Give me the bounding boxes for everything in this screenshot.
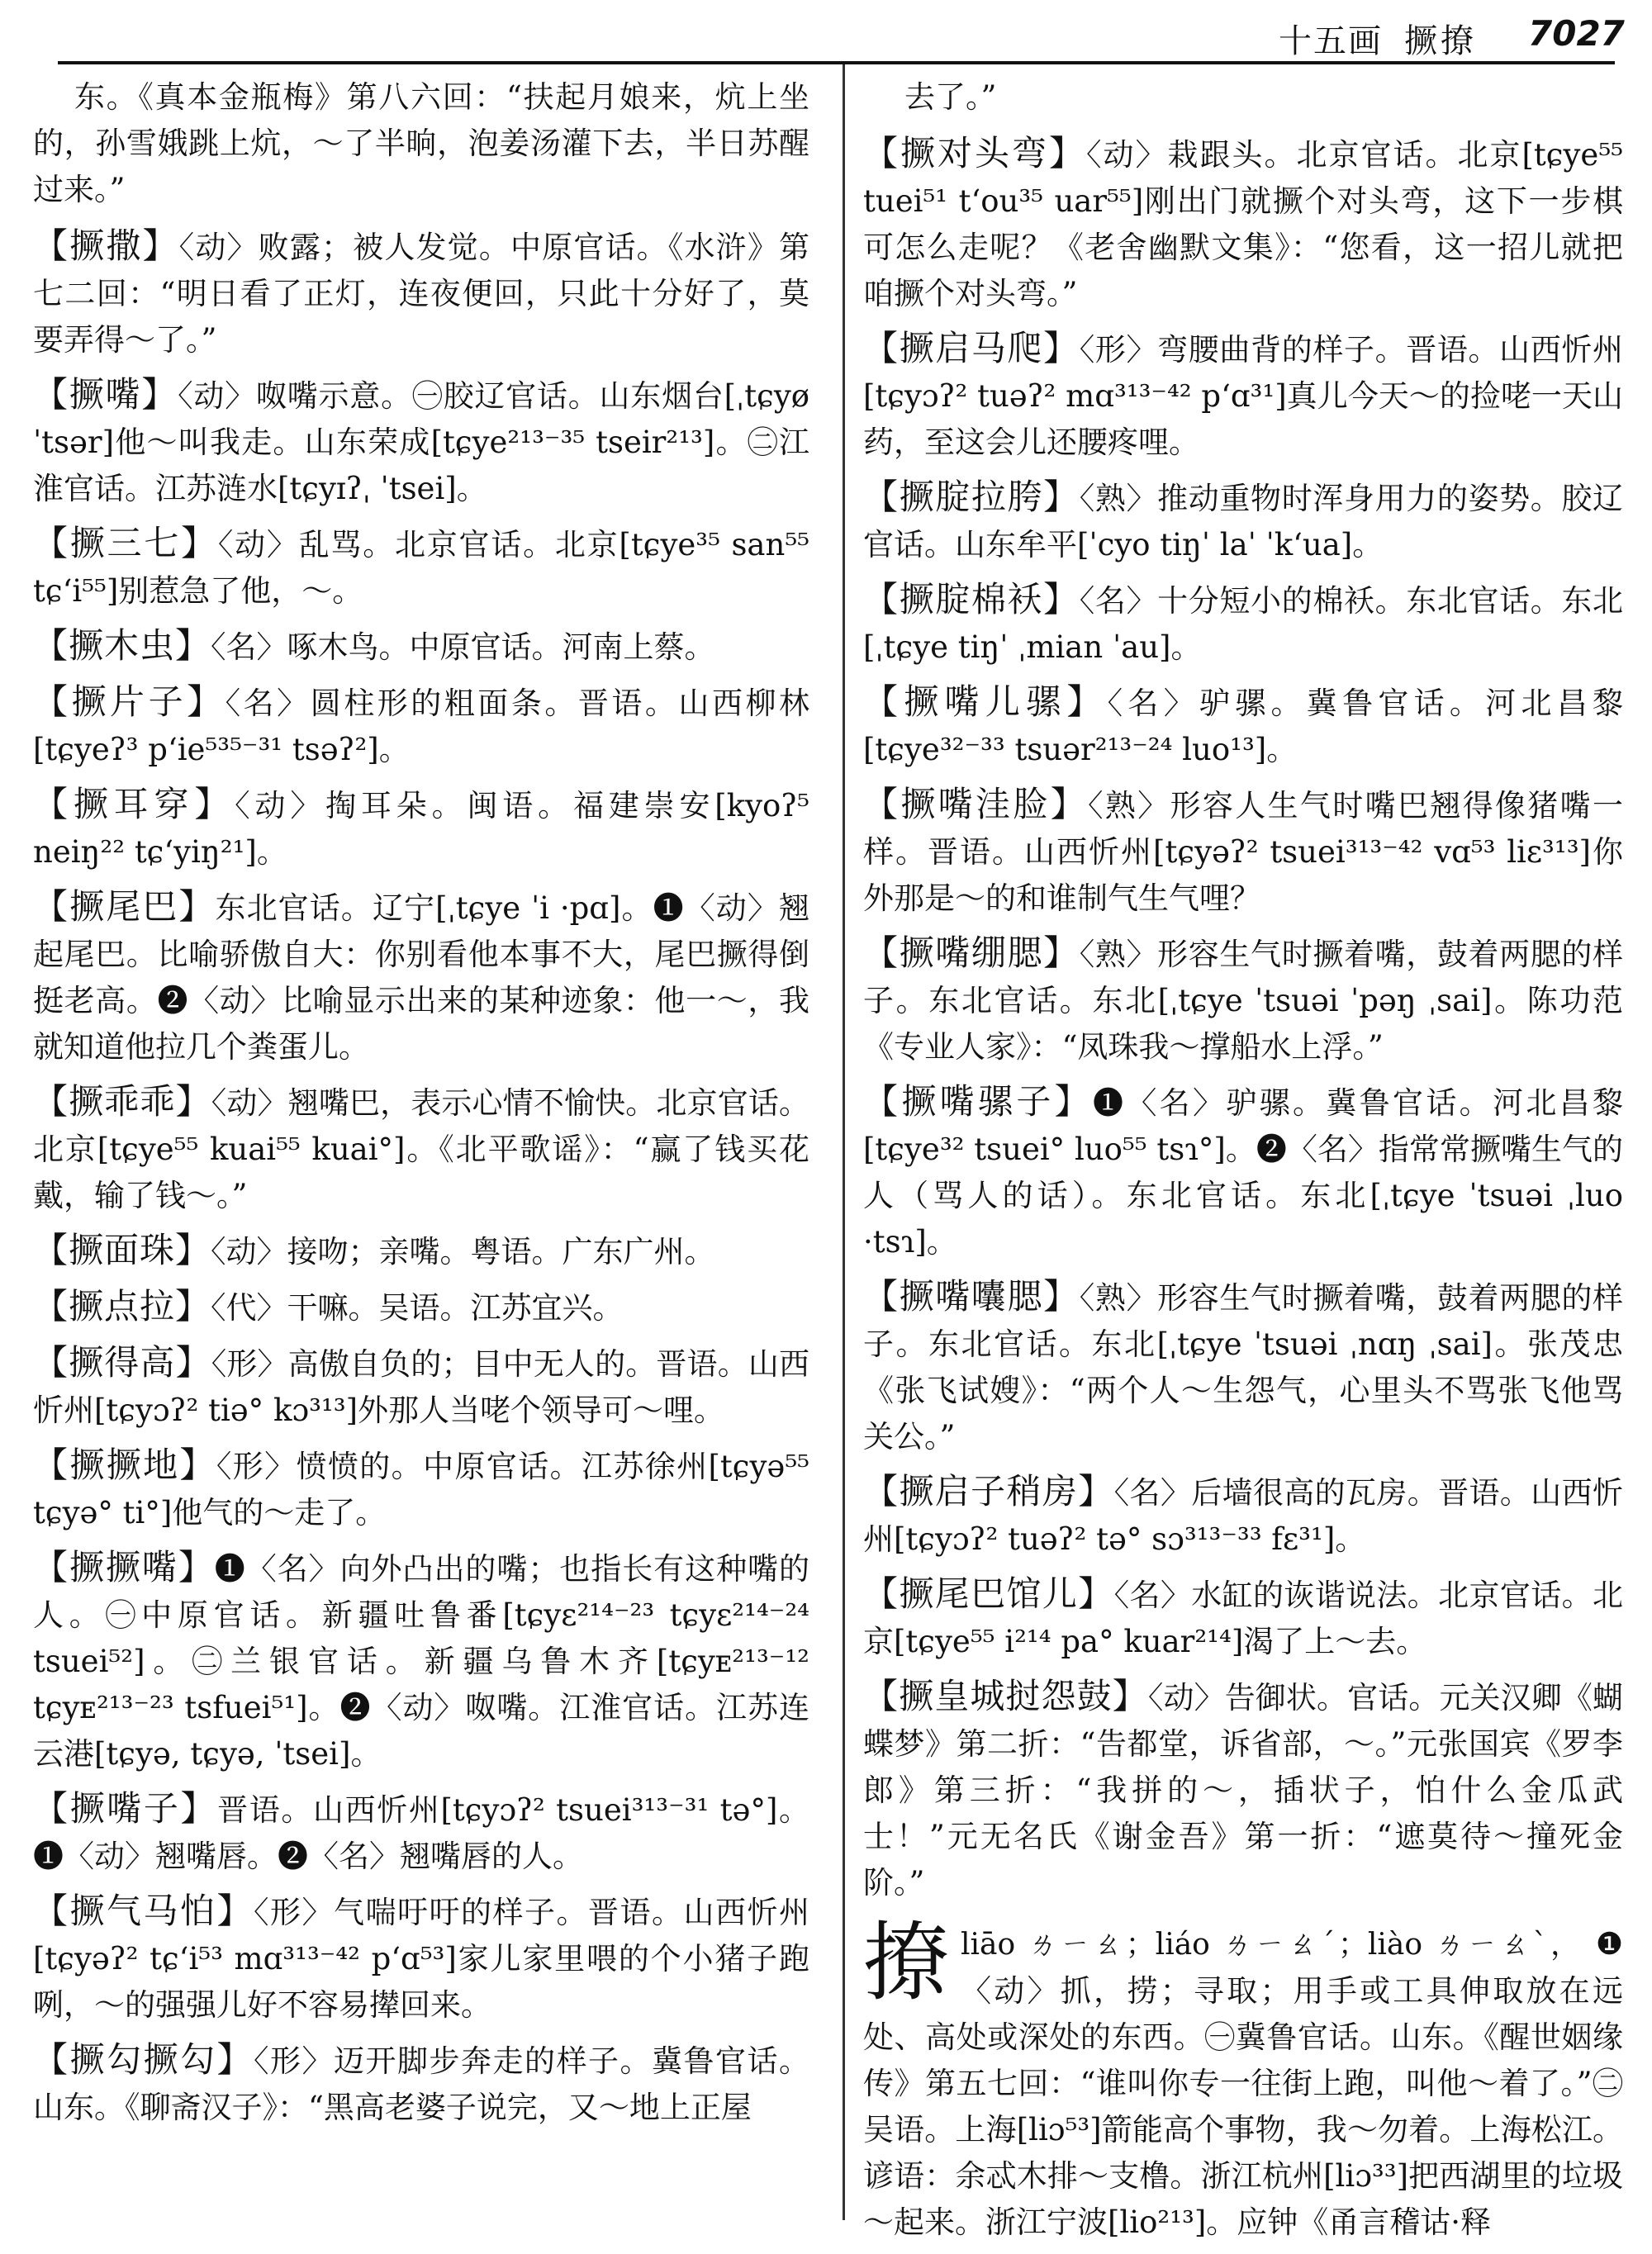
- entry-headword: 【撅撅地】: [33, 1445, 216, 1485]
- entry-definition: 〈名〉圆柱形的粗面条。晋语。山西柳林[tɕyeʔ³ pʻie⁵³⁵⁻³¹ tsəʔ²]。: [33, 686, 809, 767]
- dictionary-entry: [863, 1571, 1623, 1665]
- entry-definition: 〈名〉驴骡。冀鲁官话。河北昌黎[tɕye³²⁻³³ tsuər²¹³⁻²⁴ luo¹³]。: [863, 686, 1623, 767]
- page-header: [0, 0, 1652, 61]
- entry-headword: 【撅面珠】: [33, 1230, 211, 1270]
- dictionary-entry: [863, 1469, 1623, 1563]
- entry-headword: 【撅片子】: [33, 681, 225, 722]
- entry-definition: 〈名〉十分短小的棉袄。东北官话。东北[ˌtɕye tiŋˈ ˌmian ˈau]。: [863, 583, 1623, 665]
- dictionary-entry: [863, 325, 1623, 466]
- dictionary-entry: [33, 1442, 809, 1536]
- entry-definition: 东北官话。辽宁[ˌtɕye ˈi ·pɑ]。❶〈动〉翘起尾巴。比喻骄傲自大：你别看他本事不大，尾巴撅得倒挺老高。❷〈动〉比喻显示出来的某种迹象：他一～，我就知道他拉几个粪蛋儿。: [33, 890, 809, 1065]
- head-character: 撩: [863, 1912, 950, 2013]
- dictionary-entry: [33, 623, 809, 671]
- dictionary-entry: [33, 1786, 809, 1880]
- entry-definition: 〈动〉掏耳朵。闽语。福建崇安[kyoʔ⁵ neiŋ²² tɕʻyiŋ²¹]。: [33, 788, 809, 870]
- dictionary-entry: [863, 1274, 1623, 1460]
- entry-definition: ❶〈名〉向外凸出的嘴；也指长有这种嘴的人。㊀中原官话。新疆吐鲁番[tɕyɛ²¹⁴⁻²³ tɕyɛ²¹⁴⁻²⁴ tsuei⁵²]。㊁兰银官话。新疆乌鲁木齐[tɕyᴇ²¹³⁻¹² tɕyᴇ²¹³⁻²³ tsfuei⁵¹]。❷〈动〉呶嘴。江淮官话。江苏连云港[tɕyə, tɕyə, ˈtsei]。: [33, 1551, 809, 1772]
- continuation-body: 去了。”: [904, 79, 997, 115]
- page-number: 7027: [1528, 13, 1625, 54]
- header-chars: 撅撩: [1404, 22, 1477, 60]
- head-character-entry: [863, 1912, 1623, 2246]
- dictionary-entry: [33, 1079, 809, 1219]
- entry-headword: 【撅对头弯】: [863, 133, 1086, 173]
- entry-headword: 【撅嘴】: [33, 374, 178, 415]
- entry-headword: 【撅耳穿】: [33, 784, 235, 824]
- dictionary-entry: [33, 1545, 809, 1777]
- entry-headword: 【撅勾撅勾】: [33, 2039, 254, 2080]
- entry-headword: 【撅点拉】: [33, 1286, 211, 1326]
- dictionary-entry: [33, 1227, 809, 1275]
- dictionary-entry: [33, 520, 809, 615]
- head-character-definition: ❶〈动〉抓，捞；寻取；用手或工具伸取放在远处、高处或深处的东西。㊀冀鲁官话。山东。《醒世姻缘传》第五七回：“谁叫你专一往街上跑，叫他～着了。”㊁吴语。上海[liɔ⁵³]箭能高个事物，我～勿着。上海松江。谚语：余忒木排～支橹。浙江杭州[liɔ³³]把西湖里的垃圾～起来。浙江宁波[lio²¹³]。应钟《甬言稽诂·释: [863, 1926, 1623, 2240]
- dictionary-entry: [863, 679, 1623, 773]
- dictionary-entry: [863, 130, 1623, 317]
- entry-definition: 〈动〉翘嘴巴，表示心情不愉快。北京官话。北京[tɕye⁵⁵ kuai⁵⁵ kuai°]。《北平歌谣》：“赢了钱买花戴，输了钱～。”: [33, 1085, 809, 1213]
- entry-headword: 【撅三七】: [33, 523, 218, 563]
- dictionary-entry: [33, 781, 809, 876]
- entry-definition: 〈代〉干嘛。吴语。江苏宜兴。: [211, 1290, 624, 1326]
- dictionary-entry: [863, 930, 1623, 1070]
- entry-definition: 〈名〉水缸的诙谐说法。北京官话。北京[tɕye⁵⁵ i²¹⁴ pa° kuar²¹⁴]渴了上～去。: [863, 1578, 1623, 1659]
- entry-headword: 【撅得高】: [33, 1342, 211, 1383]
- dictionary-entry: [863, 1673, 1623, 1906]
- entry-definition: 〈形〉愤愤的。中原官话。江苏徐州[tɕyə⁵⁵ tɕyə° ti°]他气的～走了。: [33, 1449, 809, 1530]
- entry-definition: 〈熟〉形容生气时撅着嘴，鼓着两腮的样子。东北官话。东北[ˌtɕye ˈtsuəi ˈpəŋ ˌsai]。陈功范《专业人家》：“凤珠我～撑船水上浮。”: [863, 937, 1623, 1065]
- dictionary-entry: [33, 884, 809, 1070]
- entry-definition: 晋语。山西忻州[tɕyɔʔ² tsuei³¹³⁻³¹ tə°]。❶〈动〉翘嘴唇。❷〈名〉翘嘴唇的人。: [33, 1792, 809, 1874]
- entry-headword: 【撅尾巴馆儿】: [863, 1573, 1114, 1614]
- entry-headword: 【撅气马怕】: [33, 1891, 254, 1931]
- entry-definition: 〈动〉呶嘴示意。㊀胶辽官话。山东烟台[ˌtɕyø ˈtsər]他～叫我走。山东荣成[tɕye²¹³⁻³⁵ tseir²¹³]。㊁江淮官话。江苏涟水[tɕyɪʔˌ ˈtsei]。: [33, 378, 809, 506]
- entry-headword: 【撅启子稍房】: [863, 1471, 1114, 1511]
- continuation-body: 东。《真本金瓶梅》第八六回：“扶起月娘来，炕上坐的，孙雪娥跳上炕，～了半晌，泡姜汤灌下去，半日苏醒过来。”: [33, 79, 809, 207]
- dictionary-entry: [863, 577, 1623, 671]
- entry-headword: 【撅嘴囔腮】: [863, 1276, 1080, 1317]
- head-character-readings: liāo ㄌㄧㄠ；liáo ㄌㄧㄠˊ；liào ㄌㄧㄠˋ，: [961, 1928, 1583, 1962]
- entry-headword: 【撅木虫】: [33, 625, 211, 666]
- entry-definition: 〈名〉后墙很高的瓦房。晋语。山西忻州[tɕyɔʔ² tuəʔ² tə° sɔ³¹³⁻³³ fɛ³¹]。: [863, 1475, 1623, 1557]
- entry-headword: 【撅腚棉袄】: [863, 579, 1080, 619]
- entry-headword: 【撅皇城挝怨鼓】: [863, 1676, 1148, 1716]
- entry-headword: 【撅嘴儿骡】: [863, 681, 1108, 722]
- entry-list: [33, 223, 809, 2131]
- entry-headword: 【撅撅嘴】: [33, 1547, 215, 1587]
- entry-definition: 〈熟〉推动重物时浑身用力的姿势。胶辽官话。山东牟平[ˈcyo tiŋˈ laˈ ˈkʻua]。: [863, 481, 1623, 562]
- entry-headword: 【撅撒】: [33, 225, 179, 266]
- entry-headword: 【撅嘴骡子】: [863, 1081, 1093, 1122]
- entry-definition: 〈形〉迈开脚步奔走的样子。冀鲁官话。山东。《聊斋汉子》：“黑高老婆子说完，又～地上正屋: [33, 2043, 809, 2125]
- continuation-text: [863, 74, 1623, 121]
- entry-definition: 〈动〉接吻；亲嘴。粤语。广东广州。: [211, 1234, 715, 1269]
- right-column: [863, 74, 1623, 2254]
- dictionary-entry: [33, 2037, 809, 2131]
- entry-definition: 〈动〉告御状。官话。元关汉卿《蝴蝶梦》第二折：“告都堂，诉省部，～。”元张国宾《罗李郎》第三折：“我拼的～，插状子，怕什么金瓜武士！”元无名氏《谢金吾》第一折：“遮莫待～撞死金阶。”: [863, 1680, 1623, 1900]
- entry-definition: ❶〈名〉驴骡。冀鲁官话。河北昌黎[tɕye³² tsuei° luo⁵⁵ tsɿ°]。❷〈名〉指常常撅嘴生气的人（骂人的话）。东北官话。东北[ˌtɕye ˈtsuəi ˌluo ·tsɿ]。: [863, 1085, 1623, 1260]
- dictionary-entry: [863, 1079, 1623, 1265]
- dictionary-entry: [33, 679, 809, 773]
- entry-definition: 〈形〉气喘吁吁的样子。晋语。山西忻州[tɕyəʔ² tɕʻi⁵³ mɑ³¹³⁻⁴² pʻɑ⁵³]家儿家里喂的个小猪子跑咧，～的强强儿好不容易撵回来。: [33, 1895, 809, 2023]
- header-rule: [58, 61, 1615, 64]
- continuation-text: [33, 74, 809, 213]
- dictionary-entry: [863, 781, 1623, 922]
- entry-definition: 〈动〉乱骂。北京官话。北京[tɕye³⁵ san⁵⁵ tɕʻi⁵⁵]别惹急了他，～。: [33, 527, 809, 609]
- entry-headword: 【撅嘴绷腮】: [863, 932, 1080, 973]
- entry-definition: 〈熟〉形容人生气时嘴巴翘得像猪嘴一样。晋语。山西忻州[tɕyəʔ² tsuei³¹³⁻⁴² vɑ⁵³ liɛ³¹³]你外那是～的和谁制气生气哩？: [863, 788, 1623, 916]
- section-label: 十五画: [1279, 22, 1383, 60]
- left-column: [33, 74, 809, 2139]
- dictionary-entry: [33, 1340, 809, 1434]
- entry-definition: 〈形〉高傲自负的；目中无人的。晋语。山西忻州[tɕyɔʔ² tiə° kɔ³¹³]外那人当咾个领导可～哩。: [33, 1346, 809, 1428]
- dictionary-entry: [33, 1284, 809, 1331]
- entry-definition: 〈名〉啄木鸟。中原官话。河南上蔡。: [211, 629, 715, 665]
- entry-definition: 〈熟〉形容生气时撅着嘴，鼓着两腮的样子。东北官话。东北[ˌtɕye ˈtsuəi ˌnɑŋ ˌsai]。张茂忠《张飞试嫂》：“两个人～生怨气，心里头不骂张飞他骂关公。”: [863, 1280, 1623, 1454]
- dictionary-entry: [33, 223, 809, 363]
- dictionary-entry: [33, 372, 809, 512]
- entry-headword: 【撅嘴洼脸】: [863, 784, 1089, 824]
- entry-headword: 【撅腚拉胯】: [863, 477, 1080, 517]
- entry-definition: 〈形〉弯腰曲背的样子。晋语。山西忻州[tɕyɔʔ² tuəʔ² mɑ³¹³⁻⁴² pʻɑ³¹]真儿今天～的捡咾一天山药，至这会儿还腰疼哩。: [863, 332, 1623, 460]
- entry-headword: 【撅尾巴】: [33, 886, 216, 927]
- entry-headword: 【撅乖乖】: [33, 1081, 211, 1122]
- dictionary-entry: [863, 474, 1623, 568]
- entry-definition: 〈动〉败露；被人发觉。中原官话。《水浒》第七二回：“明日看了正灯，连夜便回，只此十分好了，莫要弄得～了。”: [33, 230, 809, 358]
- dictionary-entry: [33, 1888, 809, 2029]
- entry-definition: 〈动〉栽跟头。北京官话。北京[tɕye⁵⁵ tuei⁵¹ tʻou³⁵ uar⁵⁵]刚出门就撅个对头弯，这下一步棋可怎么走呢？《老舍幽默文集》：“您看，这一招儿就把咱撅个对头弯。”: [863, 137, 1623, 311]
- entry-headword: 【撅嘴子】: [33, 1788, 218, 1829]
- entry-headword: 【撅启马爬】: [863, 328, 1080, 368]
- column-divider: [843, 64, 845, 2220]
- entry-list: [863, 130, 1623, 1906]
